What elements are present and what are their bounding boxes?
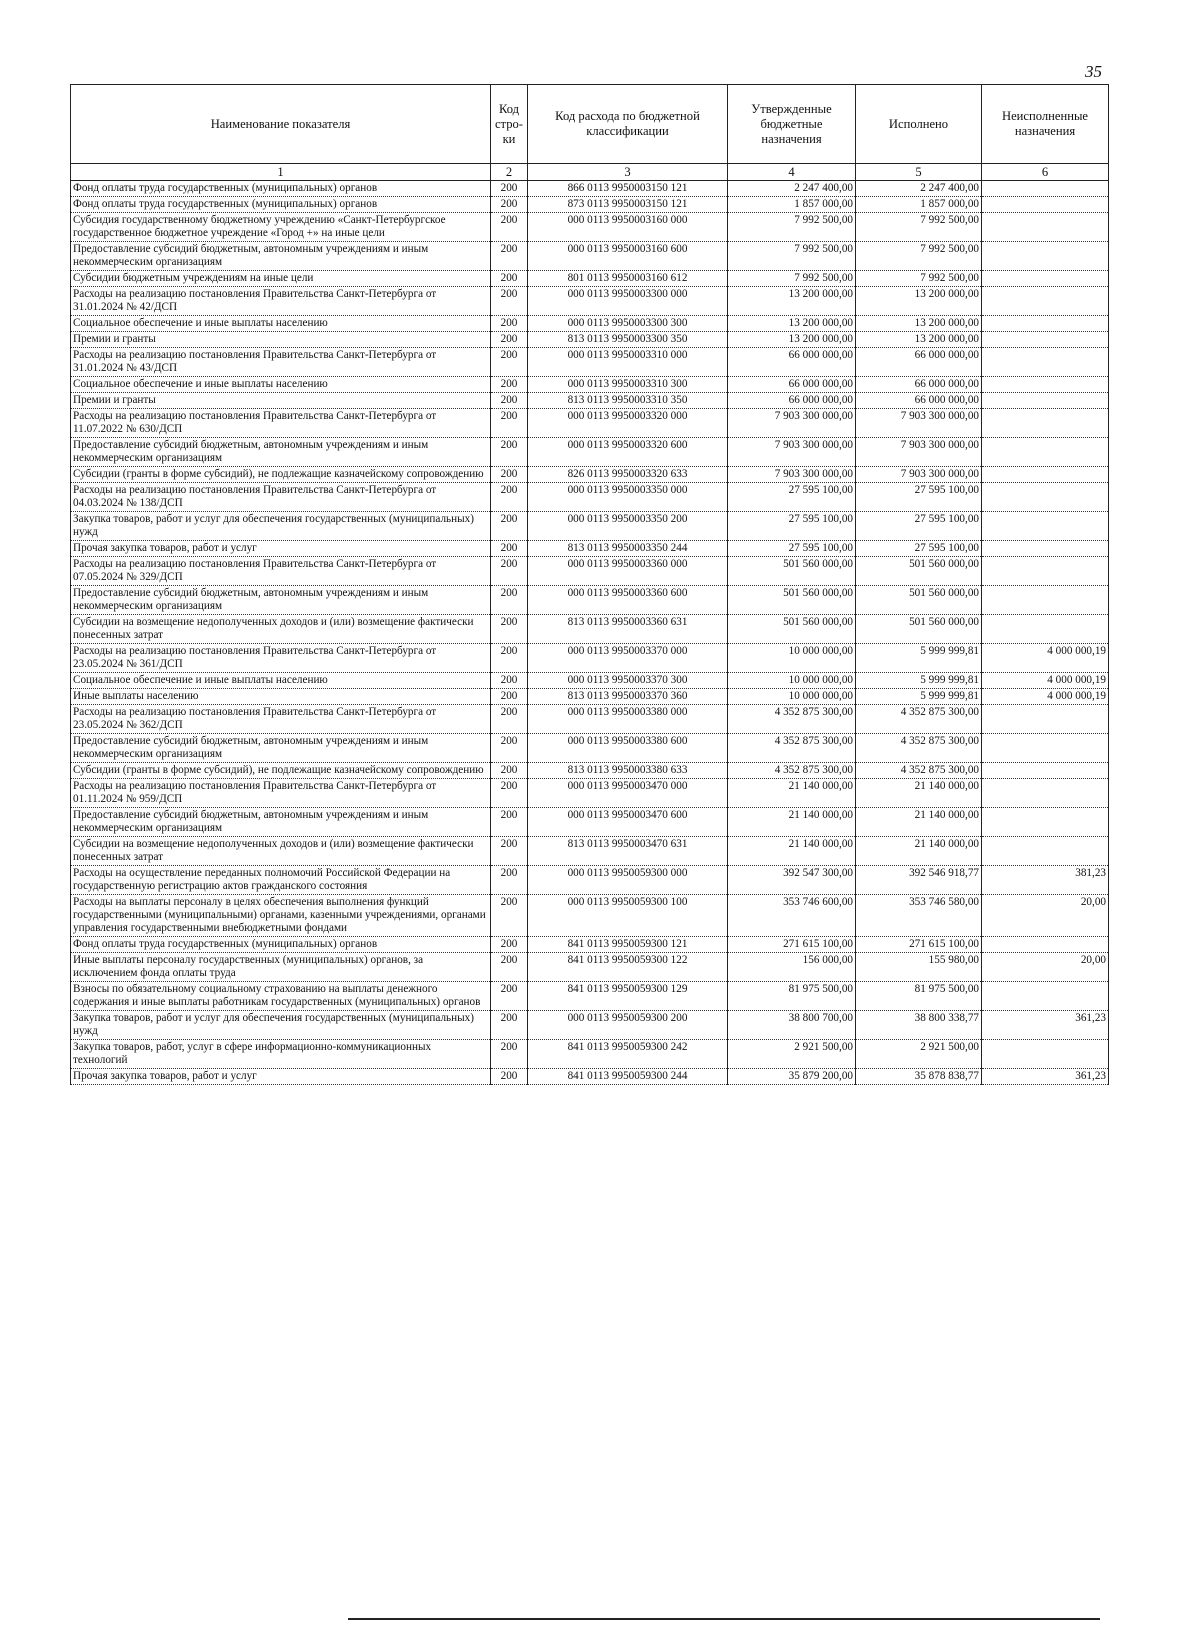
row-approved-amount: 21 140 000,00 — [728, 808, 856, 837]
row-expense-code: 841 0113 9950059300 129 — [528, 982, 728, 1011]
row-indicator-name: Субсидии (гранты в форме субсидий), не подлежащие казначейскому сопровождению — [71, 763, 491, 779]
row-expense-code: 826 0113 9950003320 633 — [528, 467, 728, 483]
row-approved-amount: 21 140 000,00 — [728, 779, 856, 808]
table-row — [71, 689, 1109, 705]
row-indicator-name: Расходы на реализацию постановления Правительства Санкт-Петербурга от 07.05.2024 № 329/ДСП — [71, 557, 491, 586]
row-unexecuted-amount: 20,00 — [982, 953, 1109, 982]
row-expense-code: 000 0113 9950003300 300 — [528, 316, 728, 332]
table-row — [71, 557, 1109, 586]
row-approved-amount: 10 000 000,00 — [728, 689, 856, 705]
row-approved-amount: 501 560 000,00 — [728, 557, 856, 586]
row-line-code: 200 — [491, 348, 528, 377]
row-executed-amount: 13 200 000,00 — [856, 287, 982, 316]
row-line-code: 200 — [491, 377, 528, 393]
row-approved-amount: 7 992 500,00 — [728, 242, 856, 271]
row-executed-amount: 7 992 500,00 — [856, 242, 982, 271]
row-expense-code: 000 0113 9950003380 000 — [528, 705, 728, 734]
row-indicator-name: Взносы по обязательному социальному страхованию на выплаты денежного содержания и иные выплаты работникам государственных (муниципальных) органов — [71, 982, 491, 1011]
row-executed-amount: 271 615 100,00 — [856, 937, 982, 953]
budget-execution-table — [70, 84, 1109, 1085]
row-indicator-name: Фонд оплаты труда государственных (муниципальных) органов — [71, 937, 491, 953]
row-expense-code: 813 0113 9950003350 244 — [528, 541, 728, 557]
table-row — [71, 197, 1109, 213]
row-expense-code: 841 0113 9950059300 244 — [528, 1069, 728, 1085]
row-approved-amount: 10 000 000,00 — [728, 644, 856, 673]
row-executed-amount: 501 560 000,00 — [856, 615, 982, 644]
row-approved-amount: 7 903 300 000,00 — [728, 409, 856, 438]
row-line-code: 200 — [491, 393, 528, 409]
row-expense-code: 866 0113 9950003150 121 — [528, 181, 728, 197]
row-indicator-name: Премии и гранты — [71, 332, 491, 348]
row-expense-code: 813 0113 9950003310 350 — [528, 393, 728, 409]
row-indicator-name: Расходы на реализацию постановления Правительства Санкт-Петербурга от 23.05.2024 № 361/ДСП — [71, 644, 491, 673]
row-approved-amount: 66 000 000,00 — [728, 377, 856, 393]
header-indicator-name: Наименование показателя — [71, 85, 491, 164]
row-approved-amount: 13 200 000,00 — [728, 316, 856, 332]
row-unexecuted-amount — [982, 483, 1109, 512]
row-line-code: 200 — [491, 438, 528, 467]
row-unexecuted-amount — [982, 287, 1109, 316]
table-row — [71, 409, 1109, 438]
row-indicator-name: Расходы на осуществление переданных полномочий Российской Федерации на государственную регистрацию актов гражданского состояния — [71, 866, 491, 895]
column-number: 1 — [71, 164, 491, 181]
row-indicator-name: Предоставление субсидий бюджетным, автономным учреждениям и иным некоммерческим организациям — [71, 734, 491, 763]
row-indicator-name: Фонд оплаты труда государственных (муниципальных) органов — [71, 181, 491, 197]
row-unexecuted-amount — [982, 348, 1109, 377]
row-expense-code: 000 0113 9950003310 300 — [528, 377, 728, 393]
row-executed-amount: 38 800 338,77 — [856, 1011, 982, 1040]
row-executed-amount: 4 352 875 300,00 — [856, 734, 982, 763]
table-row — [71, 673, 1109, 689]
row-line-code: 200 — [491, 779, 528, 808]
row-expense-code: 000 0113 9950059300 200 — [528, 1011, 728, 1040]
row-unexecuted-amount — [982, 197, 1109, 213]
row-approved-amount: 1 857 000,00 — [728, 197, 856, 213]
row-unexecuted-amount — [982, 734, 1109, 763]
row-executed-amount: 7 903 300 000,00 — [856, 409, 982, 438]
row-line-code: 200 — [491, 644, 528, 673]
row-unexecuted-amount — [982, 615, 1109, 644]
row-executed-amount: 5 999 999,81 — [856, 689, 982, 705]
row-expense-code: 841 0113 9950059300 122 — [528, 953, 728, 982]
header-expense-code: Код расхода по бюджетной классификации — [528, 85, 728, 164]
row-line-code: 200 — [491, 895, 528, 937]
row-approved-amount: 501 560 000,00 — [728, 615, 856, 644]
header-line-code: Код стро-ки — [491, 85, 528, 164]
table-row — [71, 316, 1109, 332]
row-indicator-name: Иные выплаты населению — [71, 689, 491, 705]
row-executed-amount: 7 992 500,00 — [856, 271, 982, 287]
row-unexecuted-amount — [982, 586, 1109, 615]
row-line-code: 200 — [491, 937, 528, 953]
table-row — [71, 1069, 1109, 1085]
row-unexecuted-amount — [982, 316, 1109, 332]
table-row — [71, 181, 1109, 197]
header-approved: Утвержденные бюджетные назначения — [728, 85, 856, 164]
row-indicator-name: Прочая закупка товаров, работ и услуг — [71, 541, 491, 557]
row-approved-amount: 27 595 100,00 — [728, 483, 856, 512]
row-approved-amount: 7 903 300 000,00 — [728, 438, 856, 467]
row-line-code: 200 — [491, 316, 528, 332]
row-executed-amount: 2 247 400,00 — [856, 181, 982, 197]
row-approved-amount: 2 247 400,00 — [728, 181, 856, 197]
row-approved-amount: 501 560 000,00 — [728, 586, 856, 615]
row-executed-amount: 5 999 999,81 — [856, 673, 982, 689]
table-row — [71, 644, 1109, 673]
row-line-code: 200 — [491, 332, 528, 348]
table-row — [71, 377, 1109, 393]
row-executed-amount: 392 546 918,77 — [856, 866, 982, 895]
row-indicator-name: Расходы на реализацию постановления Правительства Санкт-Петербурга от 04.03.2024 № 138/ДСП — [71, 483, 491, 512]
row-indicator-name: Расходы на реализацию постановления Правительства Санкт-Петербурга от 01.11.2024 № 959/ДСП — [71, 779, 491, 808]
row-indicator-name: Закупка товаров, работ и услуг для обеспечения государственных (муниципальных) нужд — [71, 1011, 491, 1040]
table-row — [71, 705, 1109, 734]
row-executed-amount: 27 595 100,00 — [856, 483, 982, 512]
table-row — [71, 393, 1109, 409]
row-indicator-name: Расходы на выплаты персоналу в целях обеспечения выполнения функций государственными (муниципальными) органами, казенными учреждениями, органами управления государственными внебюджетными фондами — [71, 895, 491, 937]
row-unexecuted-amount — [982, 271, 1109, 287]
table-row — [71, 242, 1109, 271]
row-expense-code: 000 0113 9950003360 000 — [528, 557, 728, 586]
row-executed-amount: 353 746 580,00 — [856, 895, 982, 937]
row-executed-amount: 21 140 000,00 — [856, 837, 982, 866]
page-number: 35 — [1085, 62, 1102, 81]
table-row — [71, 541, 1109, 557]
row-expense-code: 000 0113 9950003470 000 — [528, 779, 728, 808]
table-row — [71, 779, 1109, 808]
row-unexecuted-amount — [982, 557, 1109, 586]
row-unexecuted-amount: 4 000 000,19 — [982, 644, 1109, 673]
row-indicator-name: Иные выплаты персоналу государственных (муниципальных) органов, за исключением фонда оплаты труда — [71, 953, 491, 982]
row-indicator-name: Социальное обеспечение и иные выплаты населению — [71, 673, 491, 689]
table-body — [71, 181, 1109, 1085]
row-expense-code: 000 0113 9950003360 600 — [528, 586, 728, 615]
row-executed-amount: 5 999 999,81 — [856, 644, 982, 673]
column-number: 6 — [982, 164, 1109, 181]
table-row — [71, 982, 1109, 1011]
row-expense-code: 000 0113 9950059300 000 — [528, 866, 728, 895]
row-indicator-name: Предоставление субсидий бюджетным, автономным учреждениям и иным некоммерческим организациям — [71, 808, 491, 837]
row-executed-amount: 13 200 000,00 — [856, 316, 982, 332]
row-approved-amount: 353 746 600,00 — [728, 895, 856, 937]
row-executed-amount: 155 980,00 — [856, 953, 982, 982]
row-executed-amount: 27 595 100,00 — [856, 541, 982, 557]
row-unexecuted-amount — [982, 181, 1109, 197]
table-row — [71, 271, 1109, 287]
table-row — [71, 512, 1109, 541]
row-executed-amount: 501 560 000,00 — [856, 586, 982, 615]
table-row — [71, 937, 1109, 953]
row-approved-amount: 21 140 000,00 — [728, 837, 856, 866]
row-line-code: 200 — [491, 689, 528, 705]
row-expense-code: 000 0113 9950003160 000 — [528, 213, 728, 242]
row-approved-amount: 156 000,00 — [728, 953, 856, 982]
row-indicator-name: Субсидия государственному бюджетному учреждению «Санкт-Петербургское государственное бюджетное учреждение «Город +» на иные цели — [71, 213, 491, 242]
header-unexecuted: Неисполненные назначения — [982, 85, 1109, 164]
row-line-code: 200 — [491, 734, 528, 763]
row-unexecuted-amount — [982, 213, 1109, 242]
row-line-code: 200 — [491, 705, 528, 734]
row-approved-amount: 13 200 000,00 — [728, 332, 856, 348]
row-approved-amount: 35 879 200,00 — [728, 1069, 856, 1085]
row-expense-code: 813 0113 9950003470 631 — [528, 837, 728, 866]
row-expense-code: 841 0113 9950059300 121 — [528, 937, 728, 953]
row-approved-amount: 27 595 100,00 — [728, 541, 856, 557]
row-line-code: 200 — [491, 483, 528, 512]
row-line-code: 200 — [491, 242, 528, 271]
row-expense-code: 000 0113 9950003310 000 — [528, 348, 728, 377]
row-indicator-name: Предоставление субсидий бюджетным, автономным учреждениям и иным некоммерческим организациям — [71, 586, 491, 615]
row-unexecuted-amount — [982, 763, 1109, 779]
row-expense-code: 801 0113 9950003160 612 — [528, 271, 728, 287]
row-approved-amount: 392 547 300,00 — [728, 866, 856, 895]
row-expense-code: 873 0113 9950003150 121 — [528, 197, 728, 213]
column-number-row — [71, 164, 1109, 181]
row-approved-amount: 13 200 000,00 — [728, 287, 856, 316]
row-indicator-name: Социальное обеспечение и иные выплаты населению — [71, 316, 491, 332]
table-row — [71, 287, 1109, 316]
row-expense-code: 000 0113 9950003160 600 — [528, 242, 728, 271]
row-unexecuted-amount: 4 000 000,19 — [982, 689, 1109, 705]
row-executed-amount: 27 595 100,00 — [856, 512, 982, 541]
row-unexecuted-amount — [982, 512, 1109, 541]
row-line-code: 200 — [491, 271, 528, 287]
table-row — [71, 467, 1109, 483]
row-executed-amount: 66 000 000,00 — [856, 348, 982, 377]
row-line-code: 200 — [491, 1069, 528, 1085]
table-row — [71, 953, 1109, 982]
header-row — [71, 85, 1109, 164]
row-line-code: 200 — [491, 181, 528, 197]
row-executed-amount: 21 140 000,00 — [856, 779, 982, 808]
row-expense-code: 000 0113 9950003300 000 — [528, 287, 728, 316]
row-unexecuted-amount — [982, 332, 1109, 348]
row-indicator-name: Закупка товаров, работ, услуг в сфере информационно-коммуникационных технологий — [71, 1040, 491, 1069]
row-unexecuted-amount — [982, 541, 1109, 557]
row-unexecuted-amount: 381,23 — [982, 866, 1109, 895]
row-line-code: 200 — [491, 512, 528, 541]
row-line-code: 200 — [491, 213, 528, 242]
row-unexecuted-amount — [982, 837, 1109, 866]
row-line-code: 200 — [491, 541, 528, 557]
row-unexecuted-amount — [982, 242, 1109, 271]
row-indicator-name: Расходы на реализацию постановления Правительства Санкт-Петербурга от 23.05.2024 № 362/ДСП — [71, 705, 491, 734]
table-row — [71, 763, 1109, 779]
row-approved-amount: 271 615 100,00 — [728, 937, 856, 953]
row-line-code: 200 — [491, 615, 528, 644]
row-expense-code: 000 0113 9950003370 000 — [528, 644, 728, 673]
row-approved-amount: 4 352 875 300,00 — [728, 763, 856, 779]
row-unexecuted-amount — [982, 808, 1109, 837]
row-expense-code: 000 0113 9950003350 000 — [528, 483, 728, 512]
bottom-rule — [348, 1618, 1100, 1620]
row-executed-amount: 35 878 838,77 — [856, 1069, 982, 1085]
row-indicator-name: Субсидии (гранты в форме субсидий), не подлежащие казначейскому сопровождению — [71, 467, 491, 483]
row-executed-amount: 66 000 000,00 — [856, 393, 982, 409]
row-indicator-name: Прочая закупка товаров, работ и услуг — [71, 1069, 491, 1085]
row-line-code: 200 — [491, 837, 528, 866]
row-approved-amount: 38 800 700,00 — [728, 1011, 856, 1040]
row-unexecuted-amount — [982, 377, 1109, 393]
row-unexecuted-amount — [982, 937, 1109, 953]
table-row — [71, 1040, 1109, 1069]
row-executed-amount: 501 560 000,00 — [856, 557, 982, 586]
row-approved-amount: 66 000 000,00 — [728, 393, 856, 409]
row-expense-code: 841 0113 9950059300 242 — [528, 1040, 728, 1069]
row-unexecuted-amount: 20,00 — [982, 895, 1109, 937]
row-approved-amount: 2 921 500,00 — [728, 1040, 856, 1069]
row-expense-code: 813 0113 9950003380 633 — [528, 763, 728, 779]
row-line-code: 200 — [491, 1040, 528, 1069]
row-line-code: 200 — [491, 586, 528, 615]
table-row — [71, 438, 1109, 467]
row-unexecuted-amount — [982, 1040, 1109, 1069]
row-executed-amount: 4 352 875 300,00 — [856, 705, 982, 734]
row-unexecuted-amount — [982, 705, 1109, 734]
row-line-code: 200 — [491, 866, 528, 895]
row-executed-amount: 13 200 000,00 — [856, 332, 982, 348]
table-row — [71, 866, 1109, 895]
row-approved-amount: 7 992 500,00 — [728, 213, 856, 242]
row-indicator-name: Предоставление субсидий бюджетным, автономным учреждениям и иным некоммерческим организациям — [71, 242, 491, 271]
row-expense-code: 000 0113 9950059300 100 — [528, 895, 728, 937]
row-line-code: 200 — [491, 197, 528, 213]
row-unexecuted-amount — [982, 779, 1109, 808]
column-number: 2 — [491, 164, 528, 181]
row-executed-amount: 66 000 000,00 — [856, 377, 982, 393]
row-expense-code: 813 0113 9950003360 631 — [528, 615, 728, 644]
row-indicator-name: Субсидии на возмещение недополученных доходов и (или) возмещение фактически понесенных затрат — [71, 615, 491, 644]
table-row — [71, 332, 1109, 348]
row-executed-amount: 2 921 500,00 — [856, 1040, 982, 1069]
table-row — [71, 213, 1109, 242]
row-unexecuted-amount: 361,23 — [982, 1011, 1109, 1040]
row-indicator-name: Расходы на реализацию постановления Правительства Санкт-Петербурга от 31.01.2024 № 43/ДСП — [71, 348, 491, 377]
row-line-code: 200 — [491, 673, 528, 689]
row-line-code: 200 — [491, 557, 528, 586]
row-indicator-name: Предоставление субсидий бюджетным, автономным учреждениям и иным некоммерческим организациям — [71, 438, 491, 467]
row-indicator-name: Фонд оплаты труда государственных (муниципальных) органов — [71, 197, 491, 213]
row-executed-amount: 21 140 000,00 — [856, 808, 982, 837]
row-executed-amount: 4 352 875 300,00 — [856, 763, 982, 779]
row-unexecuted-amount: 361,23 — [982, 1069, 1109, 1085]
row-approved-amount: 7 992 500,00 — [728, 271, 856, 287]
table-row — [71, 734, 1109, 763]
table-row — [71, 615, 1109, 644]
row-line-code: 200 — [491, 953, 528, 982]
row-indicator-name: Премии и гранты — [71, 393, 491, 409]
table-row — [71, 895, 1109, 937]
row-expense-code: 813 0113 9950003300 350 — [528, 332, 728, 348]
row-indicator-name: Расходы на реализацию постановления Правительства Санкт-Петербурга от 11.07.2022 № 630/ДСП — [71, 409, 491, 438]
table-row — [71, 348, 1109, 377]
row-expense-code: 000 0113 9950003320 600 — [528, 438, 728, 467]
header-executed: Исполнено — [856, 85, 982, 164]
row-expense-code: 813 0113 9950003370 360 — [528, 689, 728, 705]
row-indicator-name: Социальное обеспечение и иные выплаты населению — [71, 377, 491, 393]
row-unexecuted-amount — [982, 982, 1109, 1011]
row-approved-amount: 7 903 300 000,00 — [728, 467, 856, 483]
row-executed-amount: 1 857 000,00 — [856, 197, 982, 213]
row-unexecuted-amount — [982, 438, 1109, 467]
row-line-code: 200 — [491, 467, 528, 483]
row-indicator-name: Расходы на реализацию постановления Правительства Санкт-Петербурга от 31.01.2024 № 42/ДСП — [71, 287, 491, 316]
row-line-code: 200 — [491, 1011, 528, 1040]
row-unexecuted-amount: 4 000 000,19 — [982, 673, 1109, 689]
row-executed-amount: 7 903 300 000,00 — [856, 438, 982, 467]
row-expense-code: 000 0113 9950003370 300 — [528, 673, 728, 689]
row-approved-amount: 4 352 875 300,00 — [728, 705, 856, 734]
row-indicator-name: Субсидии на возмещение недополученных доходов и (или) возмещение фактически понесенных затрат — [71, 837, 491, 866]
row-line-code: 200 — [491, 982, 528, 1011]
table-row — [71, 837, 1109, 866]
row-expense-code: 000 0113 9950003380 600 — [528, 734, 728, 763]
table-row — [71, 586, 1109, 615]
column-number: 3 — [528, 164, 728, 181]
row-unexecuted-amount — [982, 467, 1109, 483]
row-approved-amount: 10 000 000,00 — [728, 673, 856, 689]
row-line-code: 200 — [491, 409, 528, 438]
row-indicator-name: Субсидии бюджетным учреждениям на иные цели — [71, 271, 491, 287]
table-row — [71, 1011, 1109, 1040]
row-expense-code: 000 0113 9950003320 000 — [528, 409, 728, 438]
row-approved-amount: 4 352 875 300,00 — [728, 734, 856, 763]
row-line-code: 200 — [491, 763, 528, 779]
row-approved-amount: 27 595 100,00 — [728, 512, 856, 541]
row-line-code: 200 — [491, 808, 528, 837]
row-unexecuted-amount — [982, 409, 1109, 438]
column-number: 5 — [856, 164, 982, 181]
row-approved-amount: 81 975 500,00 — [728, 982, 856, 1011]
table-row — [71, 808, 1109, 837]
row-executed-amount: 7 903 300 000,00 — [856, 467, 982, 483]
row-indicator-name: Закупка товаров, работ и услуг для обеспечения государственных (муниципальных) нужд — [71, 512, 491, 541]
row-expense-code: 000 0113 9950003470 600 — [528, 808, 728, 837]
column-number: 4 — [728, 164, 856, 181]
row-executed-amount: 7 992 500,00 — [856, 213, 982, 242]
row-unexecuted-amount — [982, 393, 1109, 409]
row-executed-amount: 81 975 500,00 — [856, 982, 982, 1011]
table-row — [71, 483, 1109, 512]
row-expense-code: 000 0113 9950003350 200 — [528, 512, 728, 541]
row-line-code: 200 — [491, 287, 528, 316]
row-approved-amount: 66 000 000,00 — [728, 348, 856, 377]
